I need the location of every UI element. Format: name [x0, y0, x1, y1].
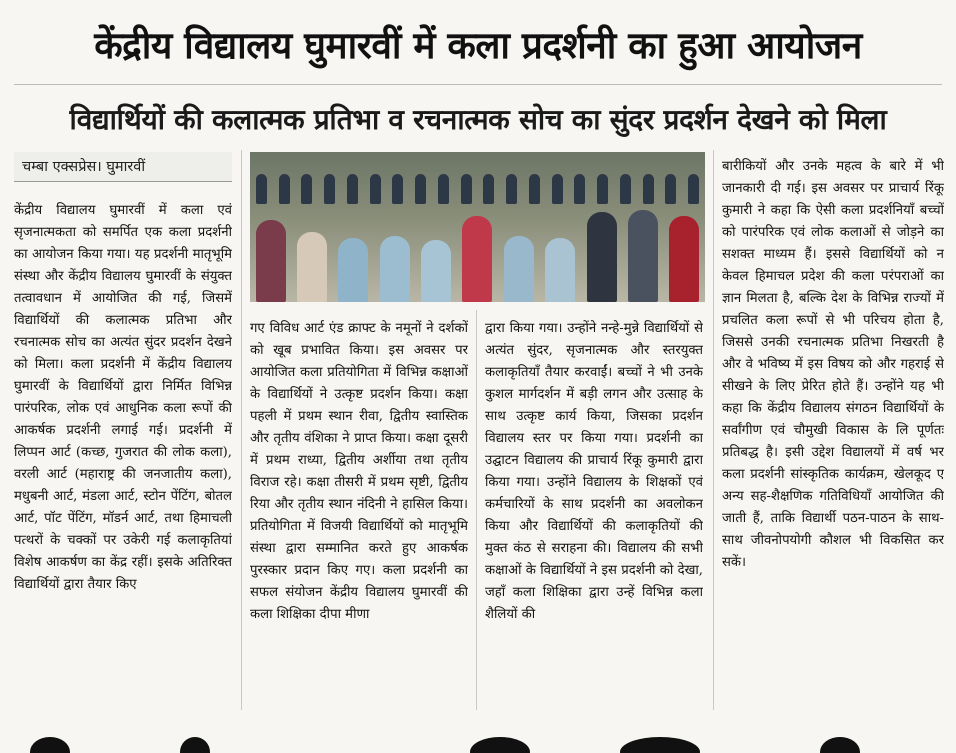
article-column-4	[722, 156, 944, 705]
article-text-3: द्वारा किया गया। उन्होंने नन्हे-मुन्ने विद्यार्थियों से अत्यंत सुंदर, सृजनात्मक और स्तरयुक्त कलाकृतियाँ तैयार करवाईं। बच्चों ने भी उनके कुशल मार्गदर्शन में बड़ी लगन और उत्साह के साथ उत्कृष्ट कार्य किया, जिसका प्रदर्शन विद्यालय स्तर पर किया गया। प्रदर्शनी का उद्घाटन विद्यालय की प्राचार्य रिंकू कुमारी द्वारा किया गया। उन्होंने विद्यालय के शिक्षकों एवं कर्मचारियों के साथ प्रदर्शनी का अवलोकन किया और विद्यार्थियों की कलाकृतियों की मुक्त कंठ से सराहना की। विद्यालय की सभी कक्षाओं के विद्यार्थियों ने इस प्रदर्शनी को देखा, जहाँ कला शिक्षिका द्वारा उन्हें विभिन्न कला शैलियों की	[485, 321, 703, 622]
header-divider	[14, 84, 942, 85]
column-divider-3	[713, 150, 714, 710]
article-text-4: बारीकियों और उनके महत्व के बारे में भी जानकारी दी गई। इस अवसर पर प्राचार्य रिंकू कुमारी ने कहा कि ऐसी कला प्रदर्शनियाँ बच्चों को पारंपरिक एवं लोक कलाओं से जोड़ने का सशक्त माध्यम हैं। इससे विद्यार्थियों को न केवल हिमाचल प्रदेश की कला परंपराओं का ज्ञान मिलता है, बल्कि देश के विभिन्न राज्यों में प्रचलित कला रूपों से भी परिचय होता है, जिससे उनकी रचनात्मक प्रतिभा निखरती है और वे भविष्य में इस विषय को और गहराई से सीखने के लिए प्रेरित होते हैं। उन्होंने यह भी कहा कि केंद्रीय विद्यालय संगठन विद्यार्थियों के सर्वांगीण एवं चौमुखी विकास के लि पूर्णतः प्रतिबद्ध है। इसी उद्देश विद्यालयों में वर्ष भर कला प्रदर्शनी सांस्कृतिक कार्यक्रम, खेलकूद ए अन्य सह-शैक्षणिक गतिविधियाँ आयोजित की जाती हैं, ताकि विद्यार्थी पठन-पाठन के साथ-साथ जीवनोपयोगी कौशल भी विकसित कर सकें।	[722, 159, 944, 570]
photo-front-row	[250, 202, 705, 302]
article-column-2	[250, 318, 468, 705]
news-photo	[250, 152, 705, 302]
column-divider-1	[241, 150, 242, 710]
headline: केंद्रीय विद्यालय घुमारवीं में कला प्रदर्शनी का हुआ आयोजन	[94, 24, 862, 67]
article-text-2: गए विविध आर्ट एंड क्राफ्ट के नमूनों ने दर्शकों को खूब प्रभावित किया। इस अवसर पर आयोजित कला प्रतियोगिता में विभिन्न कक्षाओं के विद्यार्थियों ने उत्कृष्ट प्रदर्शन किया। कक्षा पहली में प्रथम स्थान रीवा, द्वितीय स्वास्तिक और तृतीय वंशिका ने प्राप्त किया। कक्षा दूसरी में प्रथम राध्या, द्वितीय अर्शीया तथा तृतीय विराज रहे। कक्षा तीसरी में प्रथम सृष्टी, द्वितीय रिया और तृतीय स्थान नंदिनी ने हासिल किया। प्रतियोगिता में विजयी विद्यार्थियों को मातृभूमि संस्था द्वारा सम्मानित करते हुए आकर्षक पुरस्कार प्रदान किए गए। कला प्रदर्शनी का सफल संयोजन केंद्रीय विद्यालय घुमारवीं की कला शिक्षिका दीपा मीणा	[250, 321, 468, 622]
subheadline: विद्यार्थियों की कलात्मक प्रतिभा व रचनात्मक सोच का सुंदर प्रदर्शन देखने को मिला	[69, 103, 887, 136]
column-divider-2	[476, 310, 477, 710]
article-text-1: केंद्रीय विद्यालय घुमारवीं में कला एवं सृजनात्मकता को समर्पित एक कला प्रदर्शनी का आयोजन किया गया। यह प्रदर्शनी मातृभूमि संस्था और केंद्रीय विद्यालय घुमारवीं के संयुक्त तत्वावधान में आयोजित की गई, जिसमें विद्यार्थियों की कलात्मक प्रतिभा और रचनात्मक सोच का अत्यंत सुंदर प्रदर्शन देखने को मिला। कला प्रदर्शनी में केंद्रीय विद्यालय घुमारवीं के विद्यार्थियों द्वारा निर्मित विभिन्न पारंपरिक, लोक एवं आधुनिक कला रूपों की आकर्षक प्रदर्शनी लगाई गई। प्रदर्शनी में लिप्पन आर्ट (कच्छ, गुजरात की लोक कला), वरली आर्ट (महाराष्ट्र की जनजातीय कला), मधुबनी आर्ट, मंडला आर्ट, स्टोन पेंटिंग, बोतल आर्ट, पॉट पेंटिंग, मॉडर्न आर्ट, तथा हिमाचली पत्थरों के चक्कों पर उकेरी गई कलाकृतियां विशेष आकर्षण का केंद्र रहीं। इसके अतिरिक्त विद्यार्थियों द्वारा तैयार किए	[14, 203, 232, 592]
photo-students-row	[250, 166, 705, 204]
article-column-1	[14, 200, 232, 705]
next-headline-cutoff	[0, 729, 956, 753]
byline: चम्बा एक्सप्रेस। घुमारवीं	[14, 152, 232, 182]
article-column-3	[485, 318, 703, 705]
